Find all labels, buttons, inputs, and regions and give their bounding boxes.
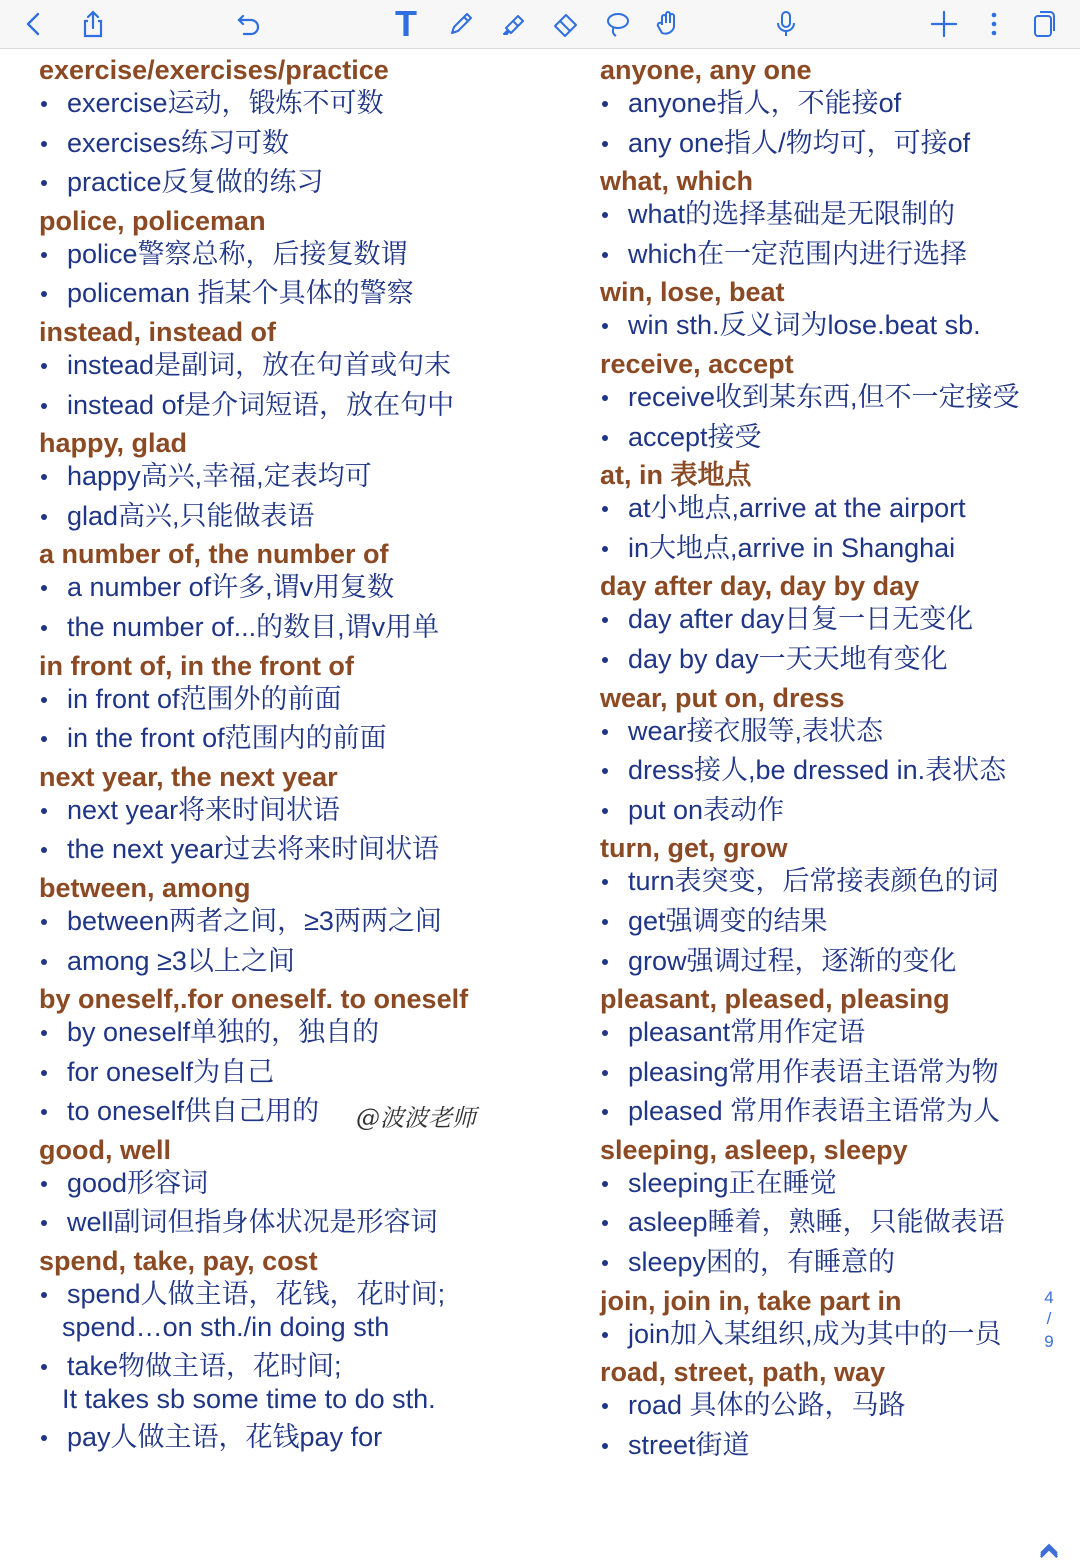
bullet-item: any one指人/物均可，可接of [600, 126, 1040, 160]
page-separator: / [1046, 1309, 1052, 1328]
bullet-item: next year将来时间状语 [39, 793, 559, 827]
bullet-item: day by day一天天地有变化 [600, 642, 1040, 676]
text-tool-icon[interactable]: T [395, 3, 417, 44]
section-heading-instead-instead-of: instead, instead of [39, 316, 277, 347]
section-heading-exercise-exercises-practice: exercise/exercises/practice [39, 55, 389, 85]
bullet-item: turn表突变，后常接表颜色的词 [600, 864, 1040, 898]
undo-icon[interactable] [229, 4, 269, 44]
bullet-item: receive收到某东西,但不一定接受 [600, 380, 1040, 414]
section-heading-day-after-day-day-by-day: day after day, day by day [600, 571, 920, 602]
bullet-item: for oneself为自己 [39, 1055, 559, 1089]
section-heading-at-in: at, in 表地点 [600, 460, 752, 491]
bullet-item: glad高兴,只能做表语 [39, 499, 559, 533]
bullet-item: street街道 [600, 1428, 1040, 1462]
bullet-item: exercise运动，锻炼不可数 [39, 86, 559, 120]
bullet-item: the number of...的数目,谓v用单 [39, 610, 559, 644]
watermark: @波波老师 [356, 1104, 476, 1132]
bullet-item: day after day日复一日无变化 [600, 602, 1040, 636]
bullet-item: sleeping正在睡觉 [600, 1166, 1040, 1200]
share-icon[interactable] [73, 4, 113, 44]
section-heading-what-which: what, which [600, 166, 754, 197]
bullet-item: at小地点,arrive at the airport [600, 491, 1040, 525]
bullet-item: a number of许多,谓v用复数 [39, 570, 559, 604]
bullet-item: dress接人,be dressed in.表状态 [600, 753, 1040, 787]
bullet-item: spend人做主语，花钱，花时间; spend…on sth./in doing sth [39, 1277, 559, 1343]
bullet-item: accept接受 [600, 420, 1040, 454]
hand-icon[interactable] [648, 4, 688, 44]
bullet-item: instead of是介词短语，放在句中 [39, 388, 559, 422]
bullet-item: what的选择基础是无限制的 [600, 197, 1040, 231]
back-icon[interactable] [14, 4, 54, 44]
bullet-item: which在一定范围内进行选择 [600, 237, 1040, 271]
section-heading-spend-take-pay-cost: spend, take, pay, cost [39, 1246, 318, 1277]
bullet-item: in the front of范围内的前面 [39, 721, 559, 755]
lasso-icon[interactable] [598, 4, 638, 44]
section-heading-pleasant-pleased-pleasing: pleasant, pleased, pleasing [600, 984, 950, 1015]
section-heading-wear-put-on-dress: wear, put on, dress [600, 682, 845, 713]
page-total: 9 [1044, 1332, 1054, 1351]
bullet-item: in front of范围外的前面 [39, 682, 559, 716]
section-heading-turn-get-grow: turn, get, grow [600, 833, 788, 864]
bullet-item: between两者之间，≥3两两之间 [39, 904, 559, 938]
bullet-item: policeman 指某个具体的警察 [39, 276, 559, 310]
bullet-item: practice反复做的练习 [39, 165, 559, 199]
section-heading-a-number-of-the-number-of: a number of, the number of [39, 539, 389, 570]
bullet-item: pleasant常用作定语 [600, 1015, 1040, 1049]
bullet-item: anyone指人，不能接of [600, 86, 1040, 120]
page-current: 4 [1044, 1288, 1054, 1307]
bullet-item: pleased 常用作表语主语常为人 [600, 1094, 1040, 1128]
bullet-item: asleep睡着，熟睡，只能做表语 [600, 1205, 1040, 1239]
highlighter-icon[interactable] [494, 4, 534, 44]
microphone-icon[interactable] [766, 4, 806, 44]
bullet-item: pay人做主语，花钱pay for [39, 1420, 559, 1454]
bullet-continuation: It takes sb some time to do sth. [62, 1383, 436, 1414]
bullet-item: get强调变的结果 [600, 904, 1040, 938]
bullet-item: road 具体的公路，马路 [600, 1388, 1040, 1422]
section-heading-by-oneself-for-oneself-to-oneself: by oneself,.for oneself. to oneself [39, 984, 469, 1015]
section-heading-road-street-path-way: road, street, path, way [600, 1357, 886, 1388]
section-heading-between-among: between, among [39, 872, 251, 903]
section-heading-good-well: good, well [39, 1134, 171, 1165]
eraser-icon[interactable] [546, 4, 586, 44]
bullet-item: in大地点,arrive in Shanghai [600, 531, 1040, 565]
bullet-item: pleasing常用作表语主语常为物 [600, 1055, 1040, 1089]
bullet-item: the next year过去将来时间状语 [39, 832, 559, 866]
more-icon[interactable] [974, 4, 1014, 44]
section-heading-join-join-in-take-part-in: join, join in, take part in [600, 1285, 902, 1316]
bullet-item: join加入某组织,成为其中的一员 [600, 1317, 1040, 1351]
section-heading-sleeping-asleep-sleepy: sleeping, asleep, sleepy [600, 1134, 908, 1165]
bullet-item: exercises练习可数 [39, 126, 559, 160]
add-icon[interactable] [924, 4, 964, 44]
bullet-item: happy高兴,幸福,定表均可 [39, 459, 559, 493]
bullet-item: to oneself供自己用的 [39, 1094, 559, 1128]
section-heading-in-front-of-in-the-front-of: in front of, in the front of [39, 650, 354, 681]
bullet-item: put on表动作 [600, 793, 1040, 827]
bullet-item: instead是副词，放在句首或句末 [39, 348, 559, 382]
left-notes-column [39, 54, 559, 1460]
right-notes-column [600, 54, 1040, 1467]
bullet-item: well副词但指身体状况是形容词 [39, 1205, 559, 1239]
bullet-item: police警察总称，后接复数谓 [39, 237, 559, 271]
section-heading-police-policeman: police, policeman [39, 205, 266, 236]
pen-icon[interactable] [441, 4, 481, 44]
bullet-item: wear接衣服等,表状态 [600, 714, 1040, 748]
bullet-item: by oneself单独的，独自的 [39, 1015, 559, 1049]
section-heading-anyone-any-one: anyone, any one [600, 55, 812, 85]
bullet-item: sleepy困的，有睡意的 [600, 1245, 1040, 1279]
bullet-item: win sth.反义词为lose.beat sb. [600, 308, 1040, 342]
bullet-item: take物做主语，花时间; It takes sb some time to do sth. [39, 1349, 559, 1415]
section-heading-next-year-the-next-year: next year, the next year [39, 761, 338, 792]
top-toolbar [0, 0, 1080, 49]
section-heading-win-lose-beat: win, lose, beat [600, 277, 785, 308]
bullet-item: good形容词 [39, 1166, 559, 1200]
bullet-continuation: spend…on sth./in doing sth [62, 1312, 390, 1343]
section-heading-happy-glad: happy, glad [39, 428, 188, 459]
pages-icon[interactable] [1024, 4, 1064, 44]
bullet-item: among ≥3以上之间 [39, 944, 559, 978]
chevron-up-icon[interactable] [1038, 1546, 1060, 1560]
bullet-item: grow强调过程，逐渐的变化 [600, 944, 1040, 978]
section-heading-receive-accept: receive, accept [600, 348, 794, 379]
